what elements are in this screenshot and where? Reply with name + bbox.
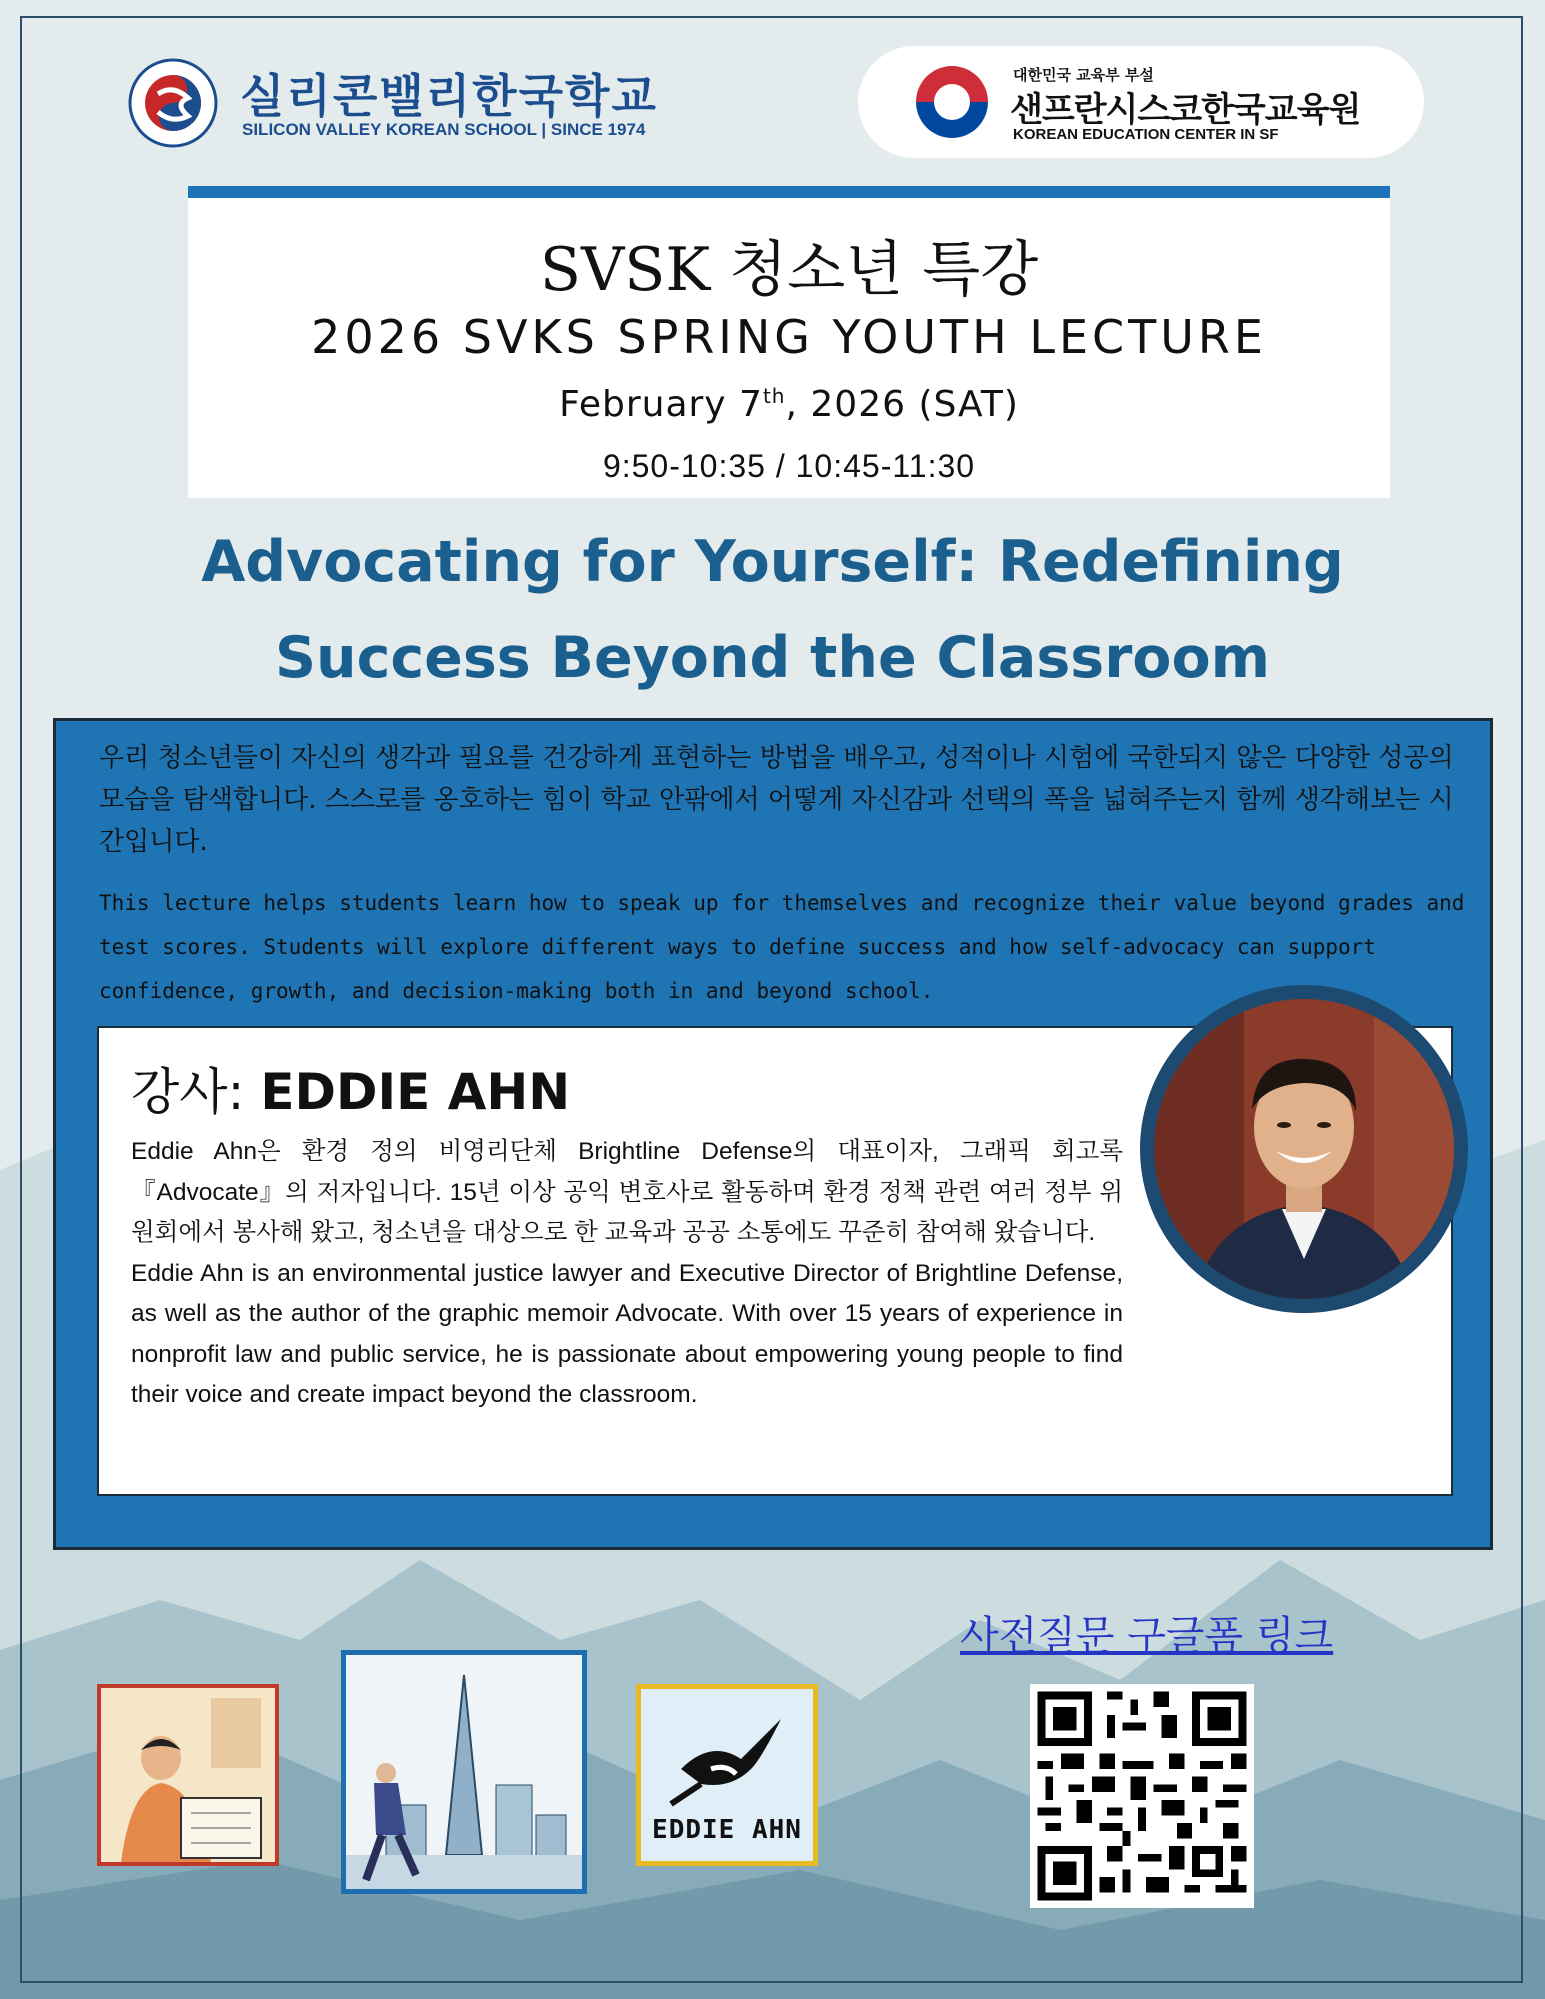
center-name-kr: 샌프란시스코한국교육원 (1010, 90, 1361, 130)
qr-code-icon[interactable] (1030, 1684, 1254, 1908)
headline-line-2: Success Beyond the Classroom (274, 625, 1271, 691)
description-kr: 우리 청소년들이 자신의 생각과 필요를 건강하게 표현하는 방법을 배우고, 성적이나 시험에 국한되지 않은 다양한 성공의 모습을 탐색합니다. 스스로를 옹호하는 힘이 학교 안팎에서 어떻게 자신감과 선택의 폭을 넓혀주는지 함께 생각해보는 시간입니다. (99, 743, 1454, 857)
description-en: This lecture helps students learn how to speak up for themselves and recognize their value beyond grades and test scores. Students will explore different ways to define success and how self-advocacy can support confidence, growth, and decision-making both in and beyond school. (99, 891, 1465, 1003)
book-illustration-2 (341, 1650, 587, 1894)
speaker-bio (131, 1132, 1123, 1416)
ministry-label: 대한민국 교육부 부설 (1013, 66, 1154, 84)
school-logo (128, 58, 688, 148)
speaker-photo (1154, 999, 1454, 1299)
event-date-rest: , 2026 (SAT) (785, 384, 1019, 425)
event-date-suffix: th (762, 384, 786, 408)
study-scene-icon (101, 1688, 275, 1862)
education-center-logo (858, 46, 1424, 158)
event-date (188, 384, 1390, 425)
speaker-name: EDDIE AHN (260, 1063, 571, 1121)
book-cover-advocate (636, 1684, 818, 1866)
event-date-prefix: February 7 (559, 384, 763, 425)
speaker-heading (131, 1052, 570, 1124)
school-name-kr: 실리콘밸리한국학교 (240, 69, 658, 123)
school-seal-icon (128, 58, 218, 148)
speaker-label: 강사: (131, 1063, 261, 1121)
city-skyline-icon (346, 1655, 582, 1889)
speaker-portrait (1140, 985, 1468, 1313)
question-form-link[interactable]: 사전질문 구글폼 링크 (960, 1613, 1334, 1659)
headline-line-1: Advocating for Yourself: Redefining (201, 529, 1344, 595)
speaker-bio-kr: Eddie Ahn은 환경 정의 비영리단체 Brightline Defense의 대표이자, 그래픽 회고록 『Advocate』의 저자입니다. 15년 이상 공익 변호사로 활동하며 환경 정책 관련 여러 정부 위원회에서 봉사해 왔고, 청소년을 대상으로 한 교육과 공공 소통에도 꾸준히 참여해 왔습니다. (131, 1138, 1123, 1246)
event-time: 9:50-10:35 / 10:45-11:30 (602, 448, 976, 484)
event-title-kr: SVSK 청소년 특강 (539, 235, 1039, 305)
book-cover-author: EDDIE AHN (652, 1815, 802, 1845)
event-title-en: 2026 SVKS SPRING YOUTH LECTURE (311, 310, 1267, 364)
school-name-en: SILICON VALLEY KOREAN SCHOOL | SINCE 1974 (242, 120, 646, 139)
book-illustration-1 (97, 1684, 279, 1866)
event-title-box (188, 186, 1390, 498)
lecture-headline (150, 514, 1395, 706)
center-name-en: KOREAN EDUCATION CENTER IN SF (1013, 126, 1279, 143)
taeguk-icon (914, 64, 990, 140)
speaker-bio-en: Eddie Ahn is an environmental justice lawyer and Executive Director of Brightline Defense, as well as the author of the graphic memoir Advocate. With over 15 years of experience in nonprofit law and public service, he is passionate about empowering young people to find their voice and create impact beyond the classroom. (131, 1259, 1123, 1408)
